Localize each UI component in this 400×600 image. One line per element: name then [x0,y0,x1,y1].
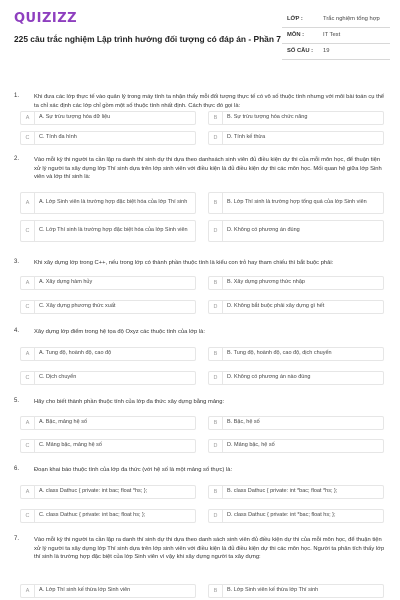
option-letter: A [21,193,35,213]
option-letter: B [209,112,223,124]
question-text: Xây dựng lớp điểm trong hệ tọa độ Oxyz các thuộc tính của lớp là: [34,329,205,335]
meta-value: IT Test [323,32,341,38]
option-a[interactable] [20,584,196,598]
option-c[interactable] [20,371,196,385]
question-number: 3. [14,259,20,265]
option-letter: D [209,510,223,522]
option-text: A. Xây dựng hàm hủy [39,279,93,286]
question-number: 4. [14,328,20,334]
option-letter: A [21,486,35,498]
option-text: C. class Dathuc { private: int bac; float hs; }; [39,512,146,519]
question-number: 5. [14,398,20,404]
option-letter: D [209,221,223,241]
option-a[interactable] [20,485,196,499]
option-text: D. Mảng bậc, hệ số [227,442,275,449]
option-b[interactable] [208,192,384,214]
option-c[interactable] [20,509,196,523]
option-text: C. Mảng bậc, mảng hệ số [39,442,102,449]
question-number: 2. [14,156,20,162]
meta-row-question-count [282,44,390,60]
question-number: 1. [14,93,20,99]
option-letter: A [21,348,35,360]
option-text: D. Tính kế thừa [227,134,266,141]
option-c[interactable] [20,300,196,314]
meta-label: SỐ CÂU : [287,48,314,54]
option-letter: D [209,372,223,384]
option-b[interactable] [208,347,384,361]
question-text: Hãy cho biết thành phần thuộc tính của lớp đa thức xây dựng bằng mảng: [34,399,225,405]
meta-value: 19 [323,48,330,54]
option-a[interactable] [20,192,196,214]
option-text: D. Không bắt buộc phải xây dựng gì hết [227,303,325,310]
question-text: Vào mỗi kỳ thi người ta cần lập ra danh thí sinh dự thi dựa theo danh sách sinh viên đủ điều kiện dự thi của mỗi môn học, để thuận tiện xử lý người ta xây dựng lớp Thí sinh dựa trên lớp sinh viên với điều kiện là đủ điều kiện dự thi các môn học. Người ta phân tích thấy lớp thí sinh là trường hợp đặc biệt của lớp Sinh viên vì vậy khi xây dựng người ta xây dựng: [34,537,385,560]
meta-label: LỚP : [287,16,303,22]
option-letter: B [209,417,223,429]
option-b[interactable] [208,584,384,598]
worksheet-meta [282,12,390,60]
worksheet-title: 225 câu trắc nghiệm Lập trình hướng đối tượng có đáp án - Phần 7 [14,34,281,44]
option-text: A. class Dathuc { private: int bac; float *hs; }; [39,488,148,495]
option-letter: D [209,301,223,313]
option-b[interactable] [208,485,384,499]
question-text: Khi xây dựng lớp trong C++, nếu trong lớp có thành phần thuộc tính là kiểu con trỏ hay tham chiếu thì bắt buộc phải: [34,260,334,266]
option-text: A. Tung độ, hoành độ, cao độ [39,350,112,357]
option-text: A. Bậc, mảng hệ số [39,419,87,426]
meta-label: MÔN : [287,32,305,38]
question-text: Vào mỗi kỳ thi người ta cần lập ra danh thí sinh dự thi dựa theo danhsách sinh viên đủ điều kiện dự thi của mỗi môn học, để thuận tiện xử lý người ta xây dựng lớp Thí sinh dựa trên lớp sinh viên với điều kiện là đủ điều kiện dự thi các môn học. Mối quan hệ giữa lớp Sinh viên và lớp thí sinh là: [34,157,382,180]
option-text: A. Lớp Sinh viên là trường hợp đặc biệt hóa của lớp Thí sinh [39,199,188,206]
option-d[interactable] [208,131,384,145]
option-text: B. Lớp Thí sinh là trường hợp tổng quá của lớp Sinh viên [227,199,367,206]
meta-row-subject [282,28,390,44]
option-c[interactable] [20,220,196,242]
option-letter: B [209,348,223,360]
worksheet-header [0,0,400,64]
option-text: B. class Dathuc { private: int *bac; float *hs; }; [227,488,338,495]
option-text: C. Xây dựng phương thức xuất [39,303,116,310]
quizizz-logo: QUIZIZZ [14,11,78,26]
option-text: C. Dịch chuyển [39,374,77,381]
option-text: C. Tính đa hình [39,134,77,141]
option-text: A. Lớp Thí sinh kế thừa lớp Sinh viên [39,587,131,594]
option-letter: D [209,440,223,452]
option-c[interactable] [20,439,196,453]
option-letter: A [21,585,35,597]
option-a[interactable] [20,111,196,125]
option-b[interactable] [208,276,384,290]
option-letter: D [209,132,223,144]
option-letter: C [21,132,35,144]
meta-row-class [282,12,390,28]
option-letter: C [21,372,35,384]
meta-value: Trắc nghiệm tổng hợp [323,16,380,22]
question-text: Đoạn khai báo thuộc tính của lớp đa thức (với hệ số là một mảng số thực) là: [34,467,233,473]
option-letter: B [209,585,223,597]
option-d[interactable] [208,371,384,385]
option-letter: C [21,221,35,241]
option-d[interactable] [208,300,384,314]
question-number: 7. [14,536,20,542]
option-d[interactable] [208,220,384,242]
option-letter: C [21,301,35,313]
option-letter: B [209,193,223,213]
option-c[interactable] [20,131,196,145]
option-letter: C [21,440,35,452]
option-letter: A [21,112,35,124]
option-text: D. Không có phương án đúng [227,227,300,234]
option-a[interactable] [20,347,196,361]
option-text: A. Sự trừu tượng hóa dữ liệu [39,114,111,121]
option-b[interactable] [208,416,384,430]
option-text: D. Không có phương án nào đúng [227,374,311,381]
option-a[interactable] [20,276,196,290]
option-letter: B [209,486,223,498]
option-letter: A [21,417,35,429]
option-d[interactable] [208,509,384,523]
option-text: B. Sự trừu tượng hóa chức năng [227,114,308,121]
option-text: C. Lớp Thí sinh là trường hợp đặc biệt hóa của lớp Sinh viên [39,227,188,234]
option-letter: C [21,510,35,522]
option-text: B. Lớp Sinh viên kế thừa lớp Thí sinh [227,587,319,594]
option-text: D. class Dathuc { private: int *bac; float hs; }; [227,512,336,519]
option-b[interactable] [208,111,384,125]
question-number: 6. [14,466,20,472]
option-text: B. Xây dựng phương thức nhập [227,279,305,286]
option-letter: A [21,277,35,289]
option-a[interactable] [20,416,196,430]
option-letter: B [209,277,223,289]
option-text: B. Bậc, hệ số [227,419,260,426]
option-d[interactable] [208,439,384,453]
question-text: Khi đưa các lớp thực tế vào quản lý trong máy tính ta nhận thấy mỗi đối tượng thực tế có vô số thuộc tính nhưng với môi bài toán cụ thể ta chỉ xác định các lớp chỉ gồm một số thuộc tính nhất định. Cách thực đó gọi là: [34,94,385,109]
option-text: B. Tung độ, hoành độ, cao độ, dịch chuyển [227,350,332,357]
